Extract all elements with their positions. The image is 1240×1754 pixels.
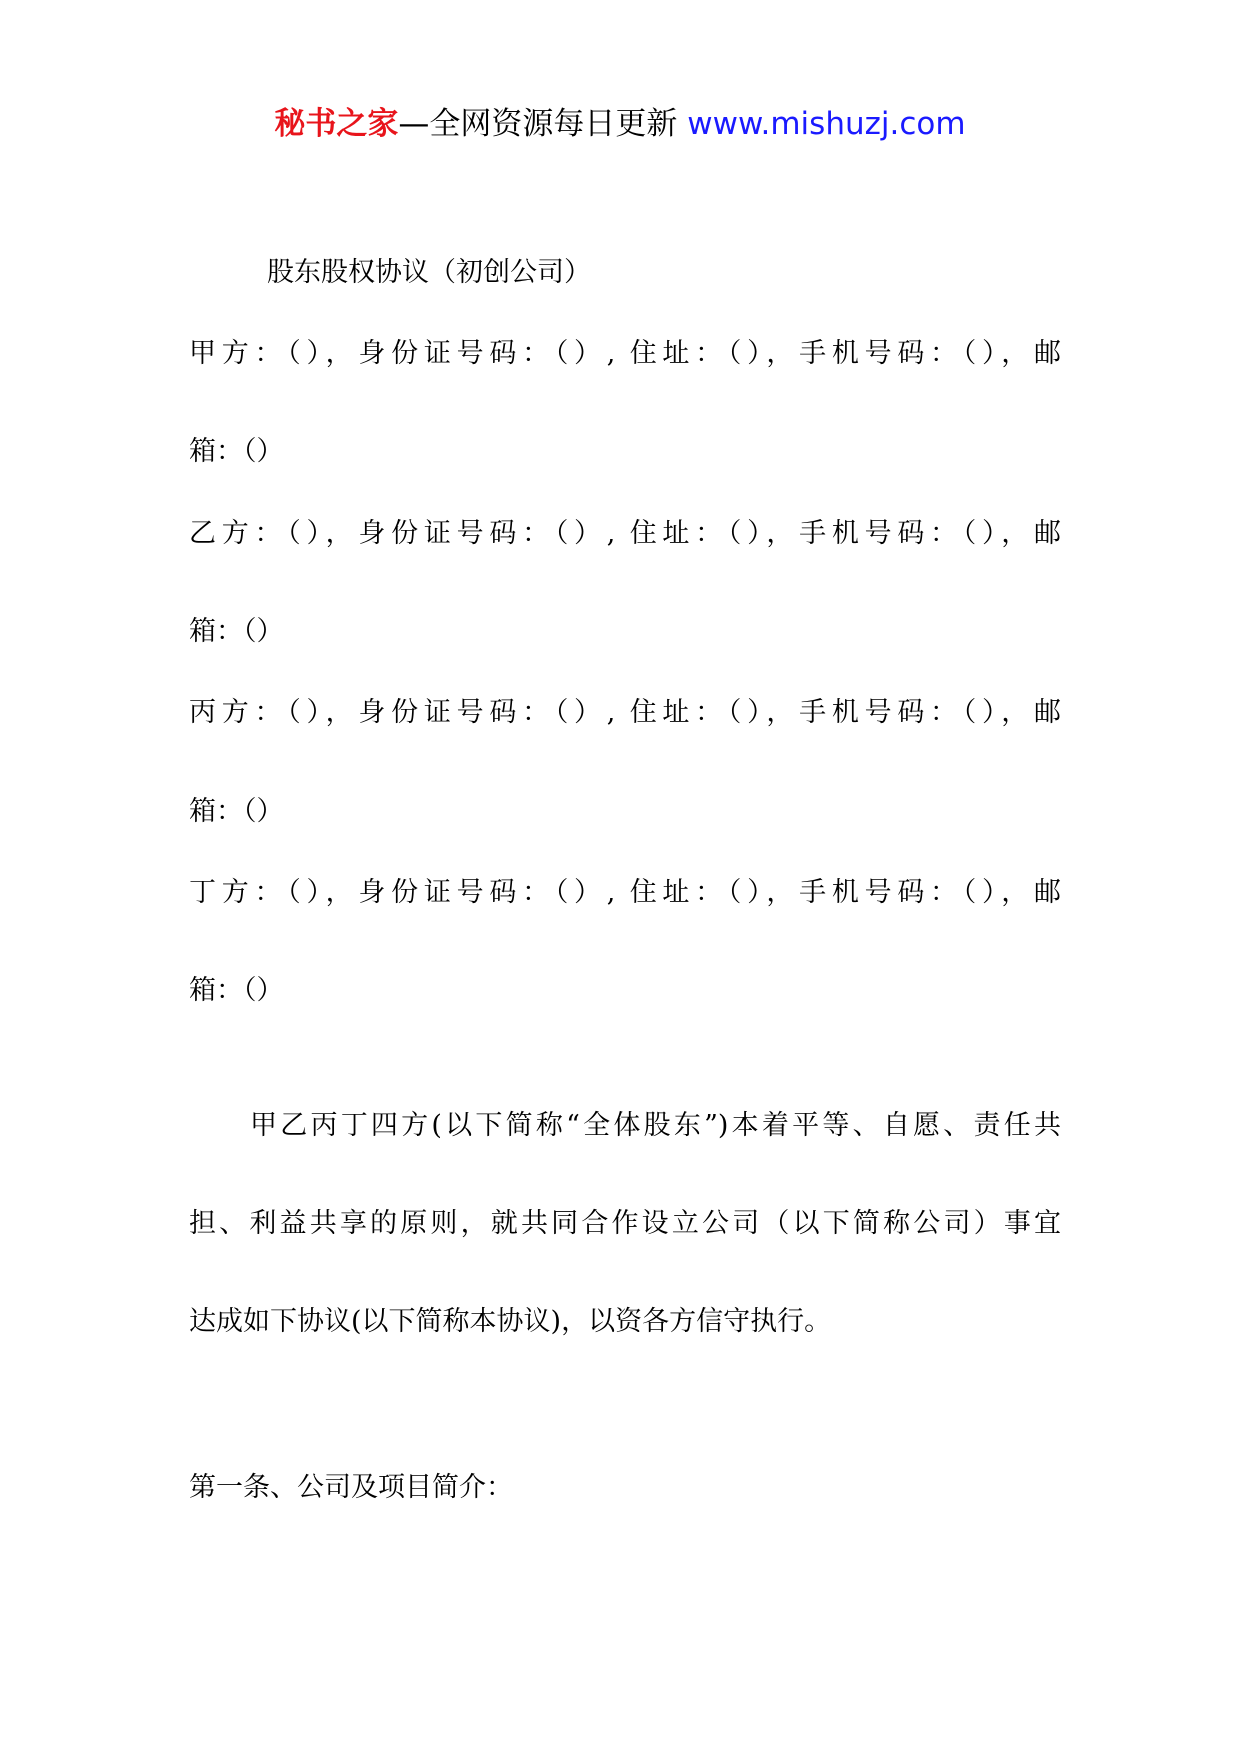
party-d-line: 丁方：（），身份证号码：（）, 住址：（），手机号码：（），邮 bbox=[189, 877, 1061, 908]
party-b-email-line: 箱：（） bbox=[189, 616, 284, 647]
site-slogan: —全网资源每日更新 bbox=[398, 106, 688, 142]
preamble-line-3: 达成如下协议(以下简称本协议)，以资各方信守执行。 bbox=[189, 1306, 832, 1337]
article-1-heading: 第一条、公司及项目简介： bbox=[189, 1472, 513, 1503]
party-c-line: 丙方：（），身份证号码：（）, 住址：（），手机号码：（），邮 bbox=[189, 697, 1061, 728]
party-c-email-line: 箱：（） bbox=[189, 796, 284, 827]
document-title: 股东股权协议（初创公司） bbox=[267, 257, 591, 288]
party-b-line: 乙方：（），身份证号码：（）, 住址：（），手机号码：（），邮 bbox=[189, 518, 1061, 549]
site-url-link[interactable]: www.mishuzj.com bbox=[687, 106, 966, 142]
preamble-line-2: 担、利益共享的原则，就共同合作设立公司（以下简称公司）事宜 bbox=[189, 1208, 1061, 1239]
site-header bbox=[0, 100, 1240, 148]
site-brand: 秘书之家 bbox=[274, 106, 399, 142]
party-a-line: 甲方：（），身份证号码：（）, 住址：（），手机号码：（），邮 bbox=[189, 338, 1061, 369]
preamble-line-1: 甲乙丙丁四方(以下简称“全体股东”)本着平等、自愿、责任共 bbox=[250, 1110, 1061, 1141]
party-a-email-line: 箱：（） bbox=[189, 436, 284, 467]
party-d-email-line: 箱：（） bbox=[189, 975, 284, 1006]
